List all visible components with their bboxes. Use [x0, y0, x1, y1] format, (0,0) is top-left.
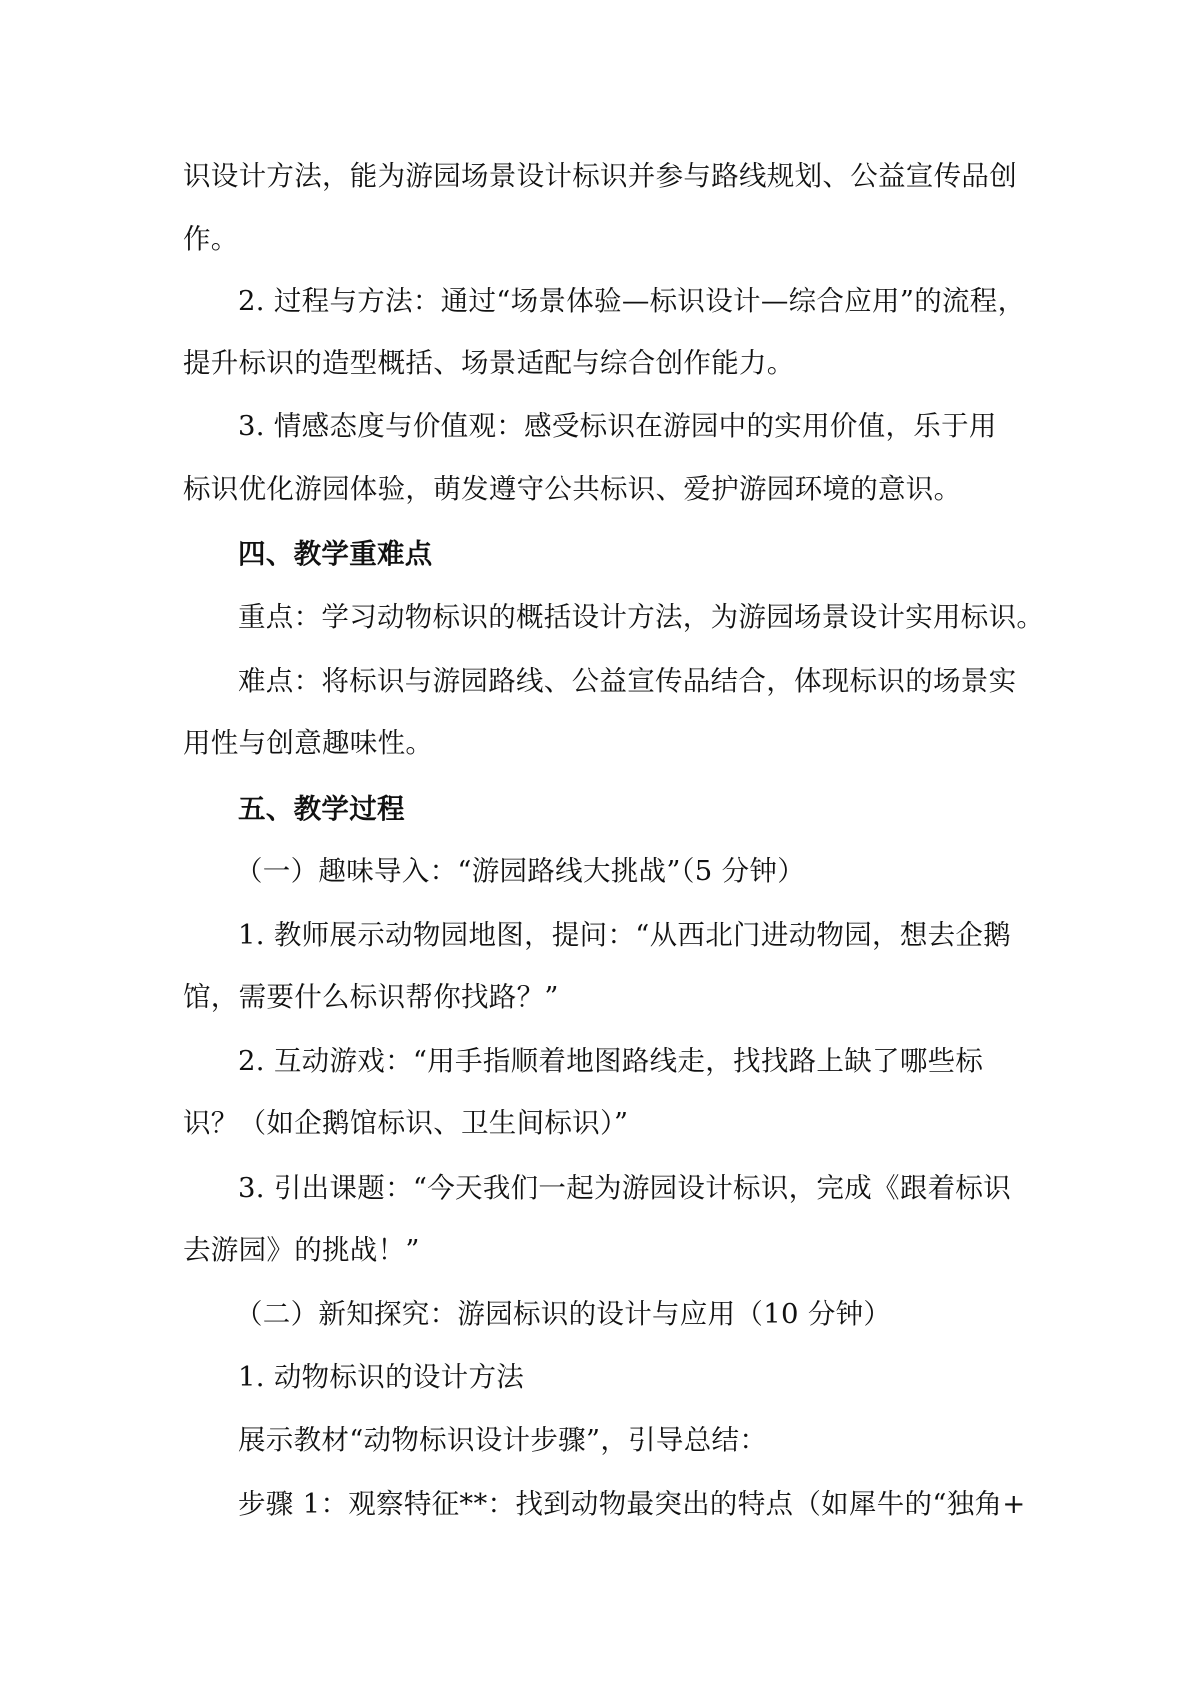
text-line: 1. 教师展示动物园地图，提问：“从西北门进动物园，想去企鹅	[238, 919, 1012, 951]
text-line: 2. 互动游戏：“用手指顺着地图路线走，找找路上缺了哪些标	[238, 1045, 984, 1077]
subsection-heading: （一）趣味导入：“游园路线大挑战”（5 分钟）	[235, 855, 806, 887]
text-line: 去游园》的挑战！”	[183, 1234, 420, 1266]
text-line: 3. 引出课题：“今天我们一起为游园设计标识，完成《跟着标识	[238, 1172, 1012, 1204]
text-line: 重点：学习动物标识的概括设计方法，为游园场景设计实用标识。	[238, 601, 1045, 633]
text-line: 1. 动物标识的设计方法	[238, 1361, 525, 1393]
text-line: 提升标识的造型概括、场景适配与综合创作能力。	[183, 347, 795, 379]
text-line: 难点：将标识与游园路线、公益宣传品结合，体现标识的场景实	[238, 665, 1017, 697]
text-line: 步骤 1：观察特征**：找到动物最突出的特点（如犀牛的“独角+	[238, 1488, 1026, 1520]
text-line: 标识优化游园体验，萌发遵守公共标识、爱护游园环境的意识。	[183, 473, 962, 505]
text-line: 用性与创意趣味性。	[183, 727, 434, 759]
text-line: 2. 过程与方法：通过“场景体验—标识设计—综合应用”的流程，	[238, 285, 1026, 317]
text-line: 馆，需要什么标识帮你找路？”	[183, 981, 559, 1013]
text-line: 识？（如企鹅馆标识、卫生间标识）”	[183, 1107, 629, 1139]
text-line: 作。	[183, 223, 239, 255]
text-line: 3. 情感态度与价值观：感受标识在游园中的实用价值，乐于用	[238, 410, 997, 442]
subsection-heading: （二）新知探究：游园标识的设计与应用（10 分钟）	[235, 1298, 892, 1330]
text-line: 识设计方法，能为游园场景设计标识并参与路线规划、公益宣传品创	[183, 160, 1017, 192]
text-line: 展示教材“动物标识设计步骤”，引导总结：	[238, 1424, 768, 1456]
section-heading: 四、教学重难点	[238, 538, 433, 570]
section-heading: 五、教学过程	[238, 793, 405, 825]
